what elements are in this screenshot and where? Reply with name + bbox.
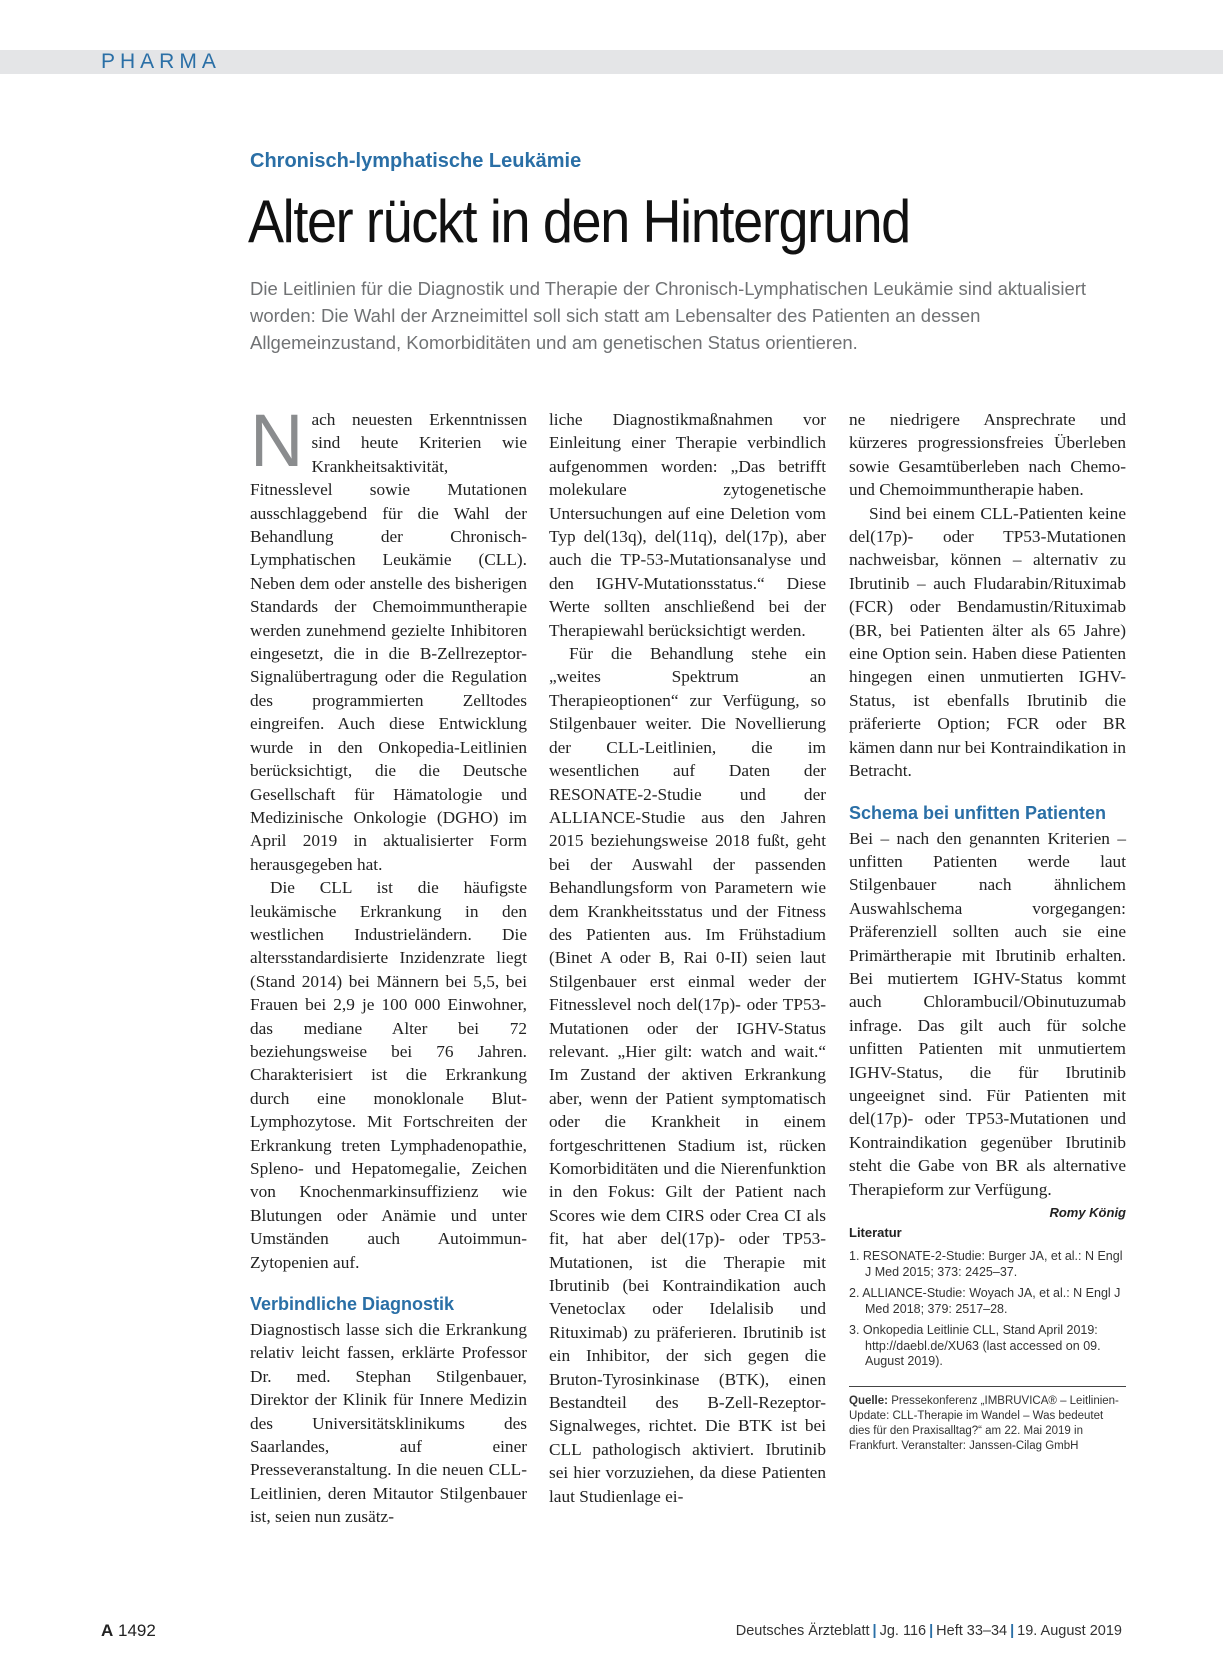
paragraph: Diagnostisch lasse sich die Erkrankung relativ leicht fassen, erklärte Professor Dr. med. Stephan Stilgenbauer, Direktor der Klinik für Innere Medizin des Universitätsklinikums des Saarlandes, auf einer Presseveranstaltung. In die neuen CLL-Leitlinien, deren Mitautor Stilgenbauer ist, seien nun zusätz- [250, 1320, 527, 1527]
journal-volume: Jg. 116 [879, 1623, 927, 1639]
journal-date: 19. August 2019 [1017, 1623, 1122, 1639]
section-subheading: Verbindliche Diagnostik [250, 1294, 455, 1315]
reference-item: 3. Onkopedia Leitlinie CLL, Stand April 2019: http://daebl.de/XU63 (last accessed on 09. August 2019). [849, 1323, 1101, 1368]
source-text: Pressekonferenz „IMBRUVICA® – Leitlinien-Update: CLL-Therapie im Wandel – Was bedeutet dies für den Praxisalltag?“ am 22. Mai 2019 in Frankfurt. Veranstalter: Janssen-Cilag GmbH [849, 1394, 1119, 1452]
paragraph: ne niedrigere Ansprechrate und kürzeres progressionsfreies Überleben sowie Gesamtüberleben nach Chemo- und Chemoimmuntherapie haben. [849, 410, 1126, 500]
paragraph: liche Diagnostikmaßnahmen vor Einleitung einer Therapie verbindlich aufgenommen worden: „Das betrifft molekulare zytogenetische Untersuchungen auf eine Deletion vom Typ del(13q), del(11q), del(17p), aber auch die TP-53-Mutationsanalyse und den IGHV-Mutationsstatus.“ Diese Werte sollten anschließend bei der Therapiewahl berücksichtigt werden. [549, 410, 826, 640]
article-kicker: Chronisch-lymphatische Leukämie [250, 150, 582, 172]
footer-separator: | [929, 1623, 934, 1639]
page-prefix: A [101, 1621, 114, 1640]
page-number [101, 1621, 156, 1641]
literature-heading: Literatur [849, 1225, 902, 1240]
source-note [849, 1386, 1126, 1454]
paragraph-with-author [849, 827, 1126, 1220]
paragraph: Sind bei einem CLL-Patienten keine del(17p)- oder TP53-Mutationen nachweisbar, können – alternativ zu Ibrutinib – auch Fludarabin/Rituximab (FCR) oder Bendamustin/Rituximab (BR, bei Patienten älter als 65 Jahre) eine Option sein. Haben diese Patienten hingegen einen unmutierten IGHV-Status, ist ebenfalls Ibrutinib die präferierte Option; FCR oder BR kämen dann nur bei Kontraindikation in Betracht. [849, 503, 1126, 781]
article-column-1 [250, 399, 527, 1529]
section-label: PHARMA [101, 50, 221, 73]
drop-cap: N [250, 399, 304, 482]
paragraph-text: Bei – nach den genannten Kriterien – unfitten Patienten werde laut Stilgenbauer nach ähnlichem Auswahlschema vorgegangen: Präferenziell sollten auch sie eine Primärtherapie mit Ibrutinib erhalten. Bei mutiertem IGHV-Status kommt auch Chlorambucil/Obinutuzumab infrage. Das gilt auch für solche unfitten Patienten mit unmutiertem IGHV-Status, die für Ibrutinib ungeeignet sind. Für Patienten mit del(17p)- oder TP53-Mutationen und Kontraindikation gegenüber Ibrutinib steht die Gabe von BR als alternative Therapieform zur Verfügung. [849, 828, 1126, 1199]
article-lead: Die Leitlinien für die Diagnostik und Therapie der Chronisch-Lymphatischen Leukämie sind aktualisiert worden: Die Wahl der Arzneimittel soll sich statt am Lebensalter des Patienten an dessen Allgemeinzustand, Komorbiditäten und am genetischen Status orientieren. [250, 278, 1087, 353]
paragraph: Für die Behandlung stehe ein „weites Spektrum an Therapieoptionen“ zur Verfügung, so Stilgenbauer weiter. Die Novellierung der CLL-Leitlinien, die im wesentlichen auf Daten der RESONATE-2-Studie und der ALLIANCE-Studie aus den Jahren 2015 beziehungsweise 2018 fußt, geht bei der Auswahl der passenden Behandlungsform von Parametern wie dem Krankheitsstatus und der Fitness des Patienten aus. Im Frühstadium (Binet A oder B, Rai 0-II) seien laut Stilgenbauer erst einmal weder der Fitnesslevel noch del(17p)- oder TP53-Mutationen oder der IGHV-Status relevant. „Hier gilt: watch and wait.“ Im Zustand der aktiven Erkrankung aber, wenn der Patient symptomatisch oder die Krankheit in einem fortgeschrittenen Stadium ist, rücken Komorbiditäten und die Nierenfunktion in den Fokus: Gilt der Patient nach Scores wie dem CIRS oder Crea CI als fit, hat aber del(17p)- oder TP53-Mutationen, ist die Therapie mit Ibrutinib (bei Kontraindikation auch Venetoclax oder Idelalisib und Rituximab) zu präferieren. Ibrutinib ist ein Inhibitor, der sich gegen die Bruton-Tyrosinkinase (BTK), einen Bestandteil des B-Zell-Rezeptor-Signalweges, richtet. Die BTK ist bei CLL pathologisch aktiviert. Ibrutinib sei hier vorzuziehen, da diese Patienten laut Studienlage ei- [549, 644, 826, 1506]
journal-name: Deutsches Ärzteblatt [735, 1623, 870, 1639]
article-column-2 [549, 408, 826, 1508]
paragraph: Die CLL ist die häufigste leukämische Erkrankung in den westlichen Industrieländern. Die altersstandardisierte Inzidenzrate liegt (Stand 2014) bei Männern bei 5,5, bei Frauen bei 2,9 je 100 000 Einwohner, das mediane Alter bei 72 beziehungsweise bei 76 Jahren. Charakterisiert ist die Erkrankung durch eine monoklonale Blut-Lymphozytose. Mit Fortschreiten der Erkrankung treten Lymphadenopathie, Spleno- und Hepatomegalie, Zeichen von Knochenmarkinsuffizienz wie Blutungen oder Anämie und unter Umständen auch Autoimmun-Zytopenien auf. [250, 878, 527, 1272]
author-byline: Romy König [1049, 1205, 1126, 1220]
journal-issue: Heft 33–34 [936, 1623, 1008, 1639]
reference-item: 2. ALLIANCE-Studie: Woyach JA, et al.: N Engl J Med 2018; 379: 2517–28. [849, 1286, 1121, 1316]
footer-separator: | [872, 1623, 877, 1639]
source-label: Quelle: [849, 1394, 888, 1407]
article-title: Alter rückt in den Hintergrund [248, 188, 910, 255]
reference-list [849, 1249, 1126, 1370]
paragraph: ach neuesten Erkenntnissen sind heute Kriterien wie Krankheitsaktivität, Fitnesslevel sowie Mutationen ausschlaggebend für die Wahl der Behandlung der Chronisch-Lymphatischen Leukämie (CLL). Neben dem oder anstelle des bisherigen Standards der Chemoimmuntherapie werden zunehmend gezielte Inhibitoren eingesetzt, die in die B-Zellrezeptor-Signalübertragung oder die Regulation des programmierten Zelltodes eingreifen. Auch diese Entwicklung wurde in den Onkopedia-Leitlinien berücksichtigt, die die Deutsche Gesellschaft für Hämatologie und Medizinische Onkologie (DGHO) im April 2019 in aktualisierter Form herausgegeben hat. [250, 410, 527, 874]
reference-item: 1. RESONATE-2-Studie: Burger JA, et al.: N Engl J Med 2015; 373: 2425–37. [849, 1249, 1123, 1279]
article-column-3 [849, 408, 1126, 1454]
footer-separator: | [1010, 1623, 1015, 1639]
section-subheading: Schema bei unfitten Patienten [849, 802, 1107, 823]
journal-footer [736, 1623, 1122, 1639]
page-number-value: 1492 [118, 1621, 156, 1640]
